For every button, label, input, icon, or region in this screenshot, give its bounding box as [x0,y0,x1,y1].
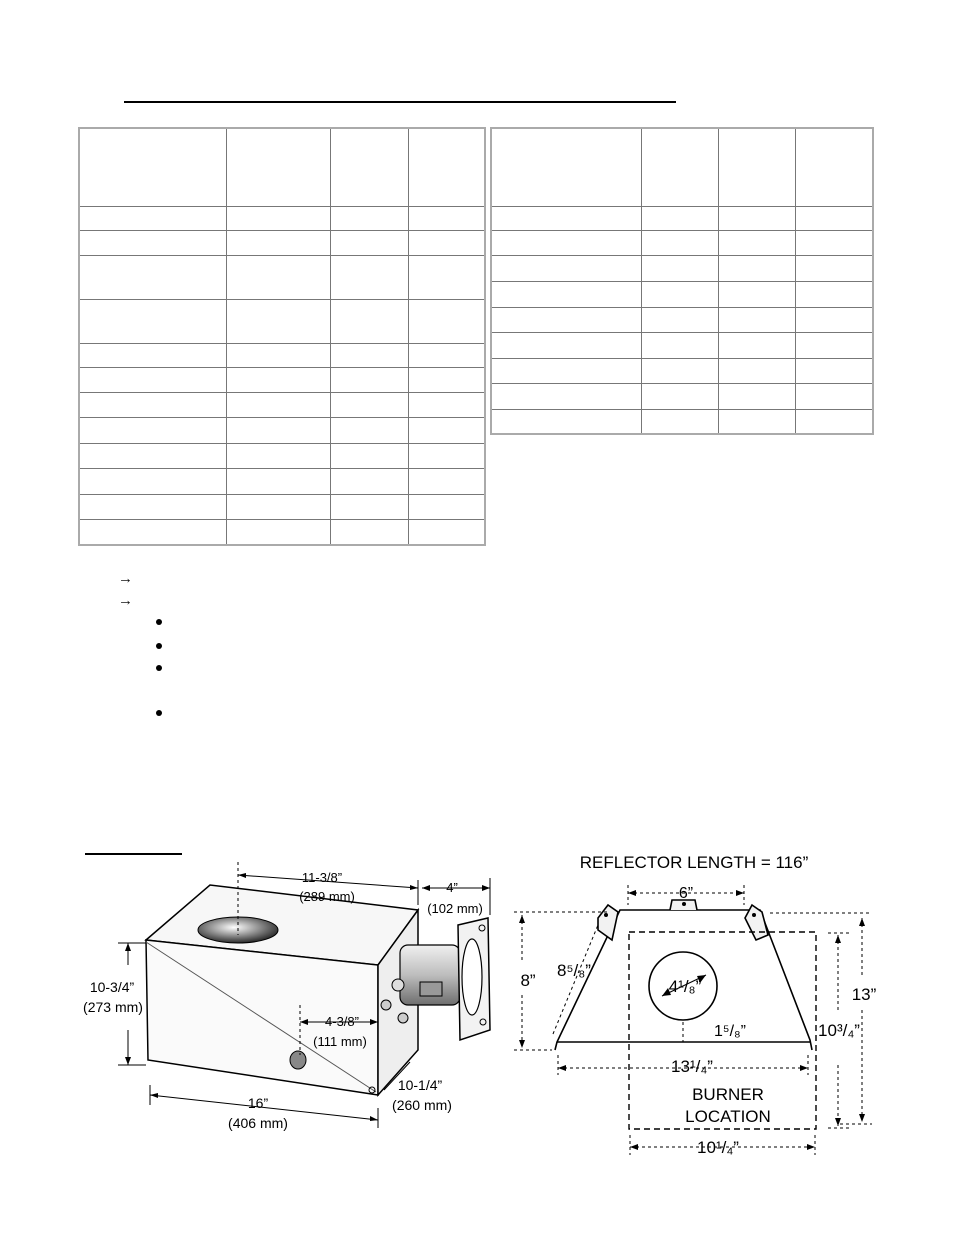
flange-depth-mm-label: (102 mm) [427,901,483,916]
outlet-offset-mm-label: (111 mm) [313,1034,367,1049]
table-row [79,443,485,468]
table-cell [641,128,718,206]
table-cell [226,343,330,367]
table-cell [79,519,226,545]
reflector-height-label: 8” [520,971,536,990]
table-cell [491,332,641,358]
arrow-bullet-icon: → [118,592,133,609]
table-cell [718,230,795,255]
table-cell [226,443,330,468]
spec-table-left [78,127,486,546]
table-cell [408,443,485,468]
table-cell [795,128,873,206]
reflector-total-height-label: 13” [851,985,877,1004]
table-cell [330,367,408,392]
table-row [79,128,485,206]
table-cell [226,367,330,392]
table-cell [330,417,408,443]
bullet-dot-icon [156,710,162,716]
table-cell [330,128,408,206]
arrow-bullet-icon: → [118,570,133,587]
table-cell [330,255,408,299]
height-mm-label: (273 mm) [83,999,143,1015]
table-cell [408,343,485,367]
bullet-dot-icon [156,643,162,649]
table-cell [79,206,226,230]
table-row [79,519,485,545]
table-cell [408,468,485,494]
table-cell [641,358,718,383]
table-cell [226,494,330,519]
reflector-length-title: REFLECTOR LENGTH = 116” [579,853,809,872]
table-row [491,230,873,255]
table-cell [408,367,485,392]
table-cell [718,409,795,434]
table-cell [795,409,873,434]
table-row [79,299,485,343]
table-cell [408,417,485,443]
table-cell [641,307,718,332]
table-cell [718,281,795,307]
table-cell [718,358,795,383]
bullet-dot-icon [156,665,162,671]
depth-label: 10-1/4” [397,1077,443,1093]
table-cell [641,383,718,409]
table-cell [491,307,641,332]
table-cell [795,281,873,307]
table-cell [491,230,641,255]
table-row [79,367,485,392]
table-cell [226,128,330,206]
gas-inlet [290,1051,306,1069]
table-cell [718,383,795,409]
reflector-side-label: 8⁵/₈” [557,961,591,980]
table-cell [226,230,330,255]
table-cell [79,443,226,468]
table-row [491,332,873,358]
table-cell [79,392,226,417]
top-width-mm-label: (289 mm) [299,889,355,904]
burner-height-label: 10³/₄” [818,1021,860,1040]
table-cell [226,255,330,299]
table-cell [226,468,330,494]
heading-underline [124,101,676,103]
table-row [491,128,873,206]
table-cell [79,230,226,255]
table-cell [795,206,873,230]
table-cell [718,128,795,206]
table-cell [330,494,408,519]
table-row [491,255,873,281]
table-row [491,281,873,307]
table-cell [795,332,873,358]
table-cell [330,468,408,494]
table-cell [79,255,226,299]
length-label: 16” [247,1095,269,1111]
table-row [79,417,485,443]
table-cell [491,358,641,383]
table-cell [226,392,330,417]
table-cell [79,417,226,443]
table-cell [330,299,408,343]
table-cell [408,494,485,519]
table-cell [641,230,718,255]
table-cell [408,519,485,545]
table-row [491,409,873,434]
table-cell [226,206,330,230]
table-cell [330,206,408,230]
height-label: 10-3/4” [89,979,135,995]
table-cell [795,307,873,332]
table-cell [79,367,226,392]
table-cell [408,255,485,299]
table-cell [491,255,641,281]
table-cell [330,343,408,367]
bullet-dot-icon [156,619,162,625]
table-cell [641,281,718,307]
table-cell [718,307,795,332]
table-cell [330,519,408,545]
depth-mm-label: (260 mm) [392,1097,452,1113]
burner-location-line1: BURNER [692,1085,764,1104]
table-cell [795,255,873,281]
table-row [79,392,485,417]
outlet-offset-label: 4-3/8” [325,1014,359,1029]
table-row [491,358,873,383]
table-row [491,383,873,409]
table-cell [79,299,226,343]
table-row [79,468,485,494]
table-cell [718,206,795,230]
table-row [79,255,485,299]
table-cell [408,206,485,230]
table-cell [718,255,795,281]
table-cell [226,519,330,545]
table-cell [79,494,226,519]
table-cell [330,392,408,417]
burner-box-drawing [70,855,500,1140]
reflector-top-width-label: 6” [678,885,694,902]
table-cell [641,206,718,230]
table-cell [641,409,718,434]
table-row [79,343,485,367]
table-cell [408,299,485,343]
table-cell [79,343,226,367]
table-cell [795,230,873,255]
burner-location-line2: LOCATION [685,1107,771,1126]
table-row [491,307,873,332]
table-cell [641,255,718,281]
reflector-drawing [508,845,888,1165]
flange-depth-label: 4” [446,880,458,895]
table-cell [408,392,485,417]
length-mm-label: (406 mm) [228,1115,288,1131]
table-cell [795,383,873,409]
table-cell [491,409,641,434]
table-row [79,230,485,255]
table-cell [491,206,641,230]
table-cell [408,230,485,255]
reflector-hole-label: 4¹/₈” [668,977,702,996]
table-row [79,206,485,230]
table-cell [491,281,641,307]
spec-table-right [490,127,874,435]
top-width-label: 11-3/8” [301,870,343,885]
table-cell [226,417,330,443]
table-cell [408,128,485,206]
table-cell [79,468,226,494]
table-row [79,494,485,519]
table-cell [491,383,641,409]
table-cell [491,128,641,206]
table-cell [79,128,226,206]
table-row [491,206,873,230]
burner-width-label: 10¹/₄” [697,1138,739,1157]
reflector-hole-offset-label: 1⁵/₈” [714,1023,746,1040]
reflector-bottom-width-label: 13¹/₄” [671,1057,713,1076]
table-cell [226,299,330,343]
table-cell [641,332,718,358]
table-cell [330,443,408,468]
table-cell [718,332,795,358]
table-cell [795,358,873,383]
table-cell [330,230,408,255]
